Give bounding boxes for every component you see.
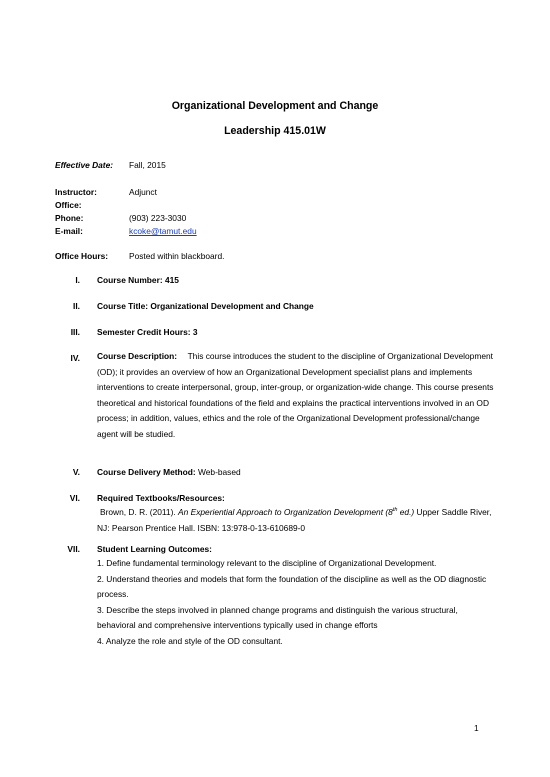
- textbooks-label: Required Textbooks/Resources:: [97, 493, 225, 503]
- outcome-item: 4. Analyze the role and style of the OD consultant.: [97, 635, 283, 646]
- section-number: VI.: [69, 493, 80, 503]
- credit-hours: Semester Credit Hours: 3: [97, 327, 198, 337]
- outcome-item: 3. Describe the steps involved in planned change programs and distinguish the various structural, behavioral and comprehensive interventions typically used in change efforts: [97, 604, 458, 631]
- outcome-item: 1. Define fundamental terminology relevant to the discipline of Organizational Development.: [97, 558, 437, 568]
- course-description-label: Course Description:: [97, 351, 178, 361]
- citation-author: Brown, D. R. (2011).: [100, 507, 176, 517]
- section-number: VII.: [67, 544, 80, 554]
- delivery-method-value: Web-based: [198, 467, 241, 477]
- citation-title: An Experiential Approach to Organization Development (8: [178, 507, 393, 517]
- course-description: [97, 349, 497, 443]
- course-code: Leadership 415.01W: [224, 125, 326, 137]
- effective-date-label: Effective Date:: [55, 160, 114, 170]
- instructor-value: Adjunct: [129, 187, 157, 197]
- phone-label: Phone:: [55, 213, 84, 223]
- email-link[interactable]: kcoke@tamut.edu: [129, 226, 197, 236]
- delivery-method-label: Course Delivery Method:: [97, 467, 196, 477]
- page-number: 1: [474, 723, 479, 733]
- section-number: IV.: [70, 353, 80, 363]
- delivery-method: [97, 467, 241, 478]
- office-hours-label: Office Hours:: [55, 251, 109, 261]
- effective-date-value: Fall, 2015: [129, 160, 166, 170]
- phone-value: (903) 223-3030: [129, 213, 187, 223]
- section-number: I.: [75, 275, 80, 285]
- instructor-label: Instructor:: [55, 187, 97, 197]
- office-hours-value: Posted within blackboard.: [129, 251, 225, 261]
- section-number: II.: [73, 301, 80, 311]
- citation-edition-sup: th: [392, 507, 398, 514]
- section-number: III.: [70, 327, 80, 337]
- office-label: Office:: [55, 200, 82, 210]
- course-description-body: This course introduces the student to the discipline of Organizational Development (OD); it provides an overview of how an Organizational Development specialist plans and implements interventions to create interpersonal, group, inter-group, or organization-wide change. This course presents theoretical and historical foundations of the field and explains the practical interventions involved in an OD process; in addition, values, ethics and the role of the Organizational Development professional/change agent will be studied.: [97, 351, 494, 439]
- course-title: Organizational Development and Change: [171, 100, 379, 112]
- citation-title-end: ed.): [397, 507, 415, 517]
- outcomes-label: Student Learning Outcomes:: [97, 544, 212, 554]
- outcomes-list: [97, 556, 497, 650]
- course-title-line: Course Title: Organizational Development and Change: [97, 301, 314, 311]
- course-number: Course Number: 415: [97, 275, 179, 285]
- email-label: E-mail:: [55, 226, 83, 236]
- section-number: V.: [72, 467, 80, 477]
- textbook-citation: [97, 505, 497, 536]
- outcome-item: 2. Understand theories and models that form the foundation of the discipline as well as the OD diagnostic process.: [97, 573, 487, 600]
- citation-publisher: Upper Saddle River, NJ: Pearson Prentice Hall. ISBN: 13:978-0-13-610689-0: [97, 507, 492, 533]
